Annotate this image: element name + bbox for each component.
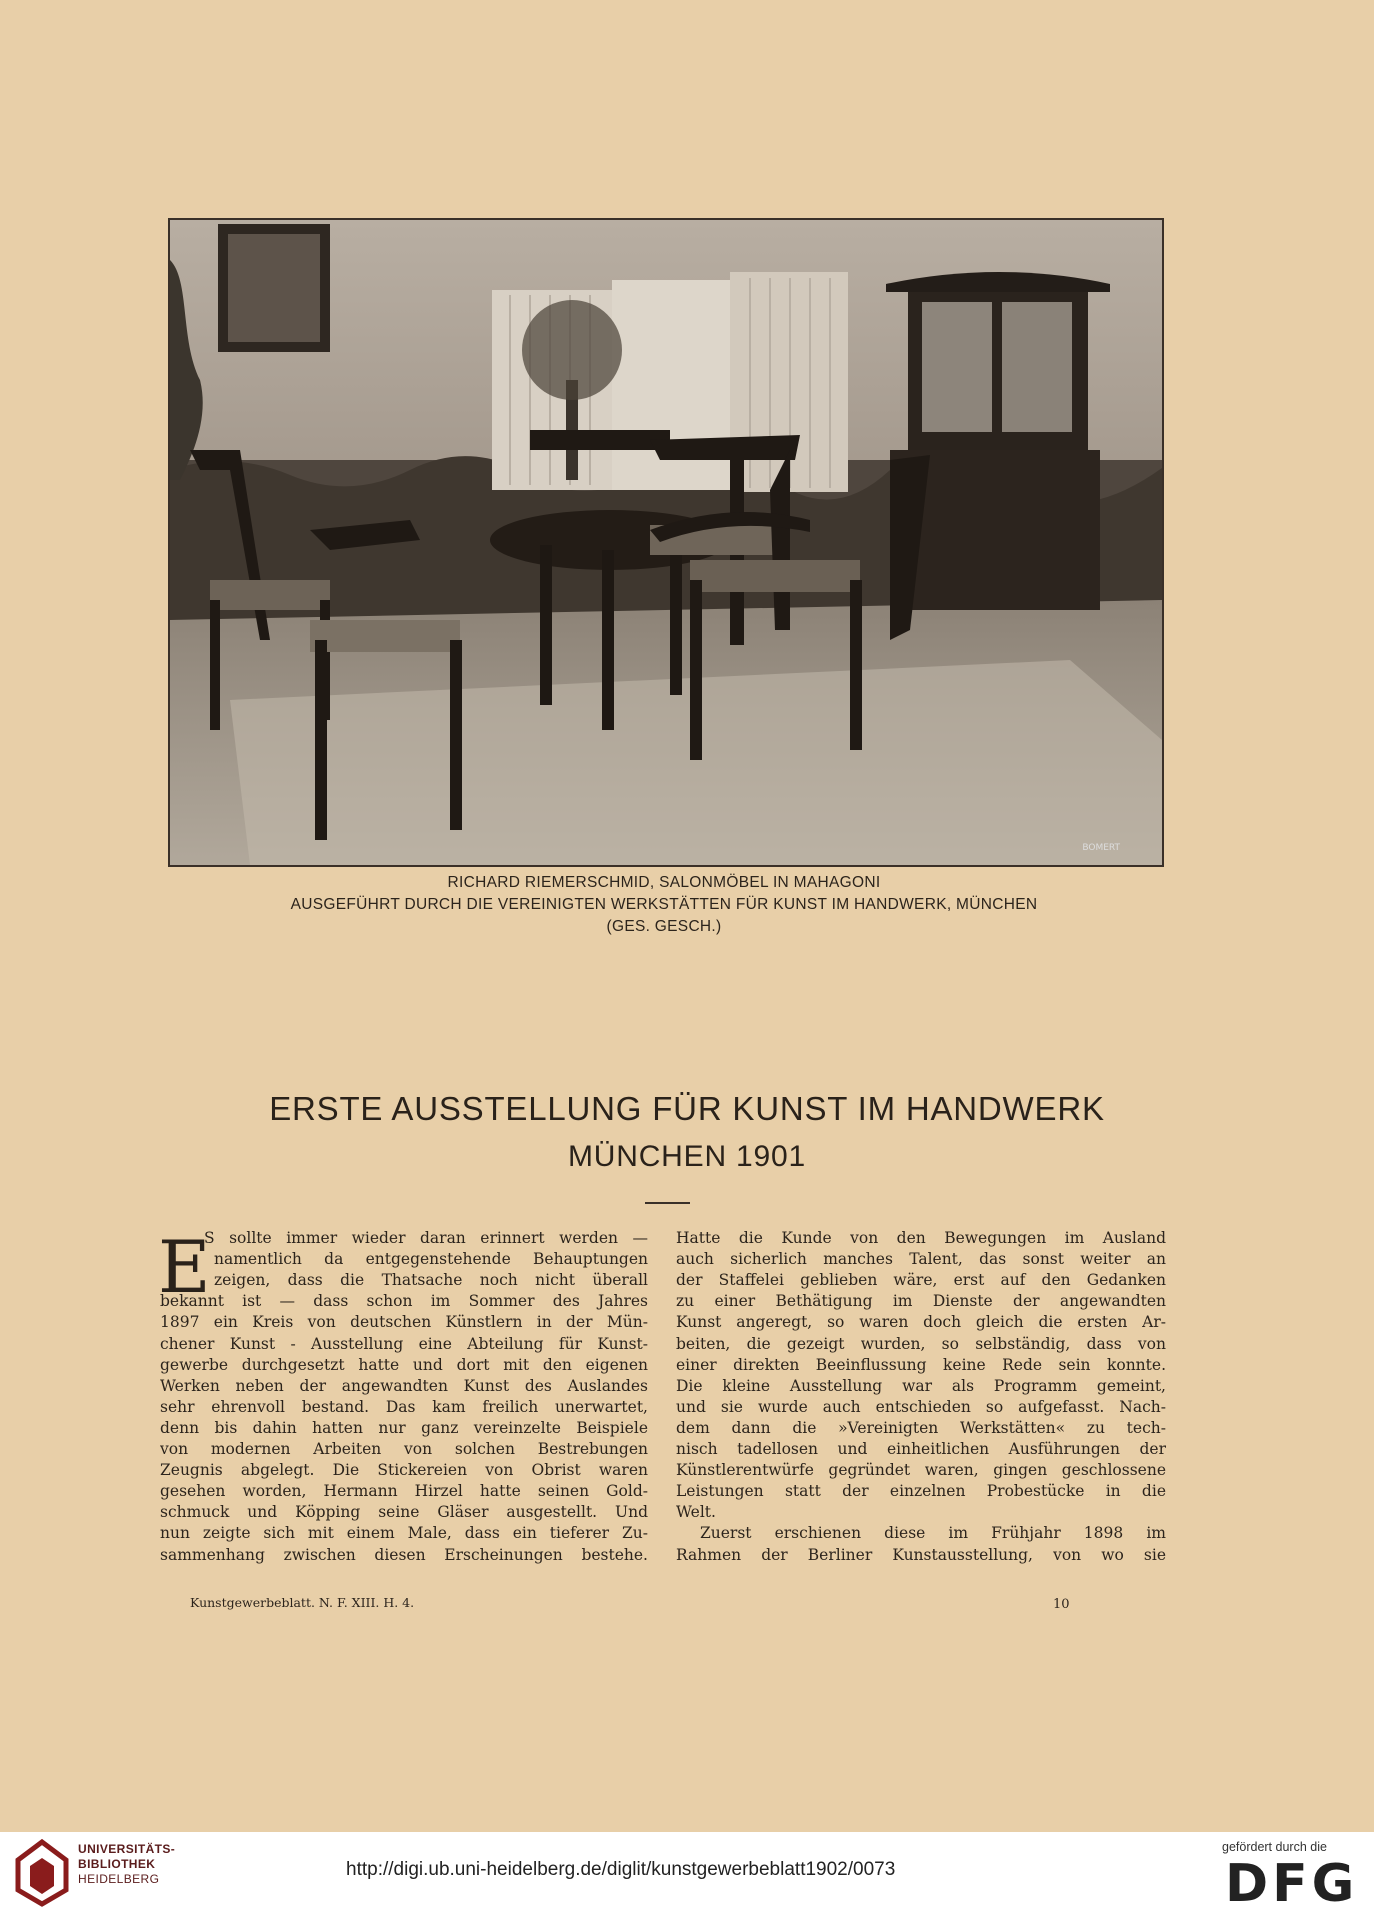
- text-line: gewerbe durchgesetzt hatte und dort mit den eigenen: [160, 1355, 648, 1374]
- text-line: und sie wurde auch entschieden so aufgefasst. Nach-: [676, 1397, 1166, 1416]
- text-line: namentlich da entgegenstehende Behauptungen: [214, 1250, 648, 1269]
- photo-signature: BOMERT: [1082, 843, 1120, 853]
- library-name-line-3: HEIDELBERG: [78, 1872, 160, 1886]
- article-title-line-2: MÜNCHEN 1901: [568, 1140, 806, 1173]
- text-line: beiten, die gezeigt wurden, so selbständig, dass von: [676, 1334, 1166, 1353]
- caption-line-1: RICHARD RIEMERSCHMID, SALONMÖBEL IN MAHAGONI: [447, 874, 881, 891]
- university-library-logo-icon: [14, 1838, 70, 1908]
- text-line: der Staffelei geblieben wäre, erst auf den Gedanken: [676, 1271, 1166, 1290]
- library-name-line-1: UNIVERSITÄTS-: [78, 1842, 176, 1856]
- photo-illustration: [170, 220, 1162, 865]
- text-line: Künstlerentwürfe gegründet waren, gingen geschlossene: [676, 1461, 1166, 1480]
- drop-cap: E: [158, 1225, 211, 1309]
- text-line: Kunst angeregt, so waren doch gleich die ersten Ar-: [676, 1313, 1166, 1332]
- text-line: Zeugnis abgelegt. Die Stickereien von Obrist waren: [160, 1461, 648, 1480]
- funding-text: gefördert durch die: [1222, 1840, 1327, 1854]
- text-line: zu einer Bethätigung im Dienste der angewandten: [676, 1292, 1166, 1311]
- photograph-salon-furniture: [168, 218, 1164, 867]
- text-line: sammenhang zwischen diesen Erscheinungen bestehe.: [160, 1545, 648, 1564]
- text-line: auch sicherlich manches Talent, das sonst weiter an: [676, 1250, 1166, 1269]
- document-url-link[interactable]: http://digi.ub.uni-heidelberg.de/diglit/kunstgewerbeblatt1902/0073: [346, 1859, 896, 1880]
- caption-line-3: (GES. GESCH.): [606, 918, 722, 935]
- text-line: sehr ehrenvoll bestand. Das kam freilich unerwartet,: [160, 1397, 648, 1416]
- text-line: von modernen Arbeiten von solchen Bestrebungen: [160, 1440, 648, 1458]
- text-line: nisch tadellosen und einheitlichen Ausführungen der: [676, 1440, 1166, 1458]
- text-line: gesehen worden, Hermann Hirzel hatte seinen Gold-: [160, 1482, 648, 1501]
- title-divider: [645, 1202, 690, 1204]
- caption-line-2: AUSGEFÜHRT DURCH DIE VEREINIGTEN WERKSTÄTTEN FÜR KUNST IM HANDWERK, MÜNCHEN: [290, 896, 1038, 913]
- text-line: bekannt ist — dass schon im Sommer des Jahres: [160, 1292, 648, 1311]
- text-line: Zuerst erschienen diese im Frühjahr 1898 im: [700, 1524, 1166, 1543]
- text-line: chener Kunst - Ausstellung eine Abteilung für Kunst-: [160, 1334, 648, 1353]
- text-line: Welt.: [676, 1503, 716, 1522]
- text-line: nun zeigte sich mit einem Male, dass ein tieferer Zu-: [160, 1524, 648, 1543]
- text-line: Leistungen statt der einzelnen Probestücke in die: [676, 1482, 1166, 1501]
- text-line: dem dann die »Vereinigten Werkstätten« zu tech-: [676, 1418, 1166, 1437]
- text-line: Werken neben der angewandten Kunst des Auslandes: [160, 1376, 648, 1395]
- running-footer: Kunstgewerbeblatt. N. F. XIII. H. 4.: [190, 1595, 415, 1610]
- text-line: denn bis dahin hatten nur ganz vereinzelte Beispiele: [160, 1418, 648, 1437]
- text-line: Rahmen der Berliner Kunstausstellung, von wo sie: [676, 1545, 1166, 1564]
- text-line: schmuck und Köpping seine Gläser ausgestellt. Und: [160, 1503, 648, 1522]
- text-line: zeigen, dass die Thatsache noch nicht überall: [214, 1271, 648, 1290]
- library-name-line-2: BIBLIOTHEK: [78, 1857, 156, 1871]
- dfg-logo: DFG: [1225, 1854, 1359, 1914]
- article-title-line-1: ERSTE AUSSTELLUNG FÜR KUNST IM HANDWERK: [269, 1090, 1105, 1127]
- text-line: 1897 ein Kreis von deutschen Künstlern in der Mün-: [160, 1313, 648, 1332]
- text-line: einer direkten Beeinflussung keine Rede sein konnte.: [676, 1355, 1166, 1374]
- text-line: Die kleine Ausstellung war als Programm gemeint,: [676, 1376, 1166, 1395]
- text-line: Hatte die Kunde von den Bewegungen im Ausland: [676, 1229, 1166, 1247]
- page-number: 10: [1053, 1597, 1070, 1612]
- text-line: S sollte immer wieder daran erinnert werden —: [204, 1229, 648, 1247]
